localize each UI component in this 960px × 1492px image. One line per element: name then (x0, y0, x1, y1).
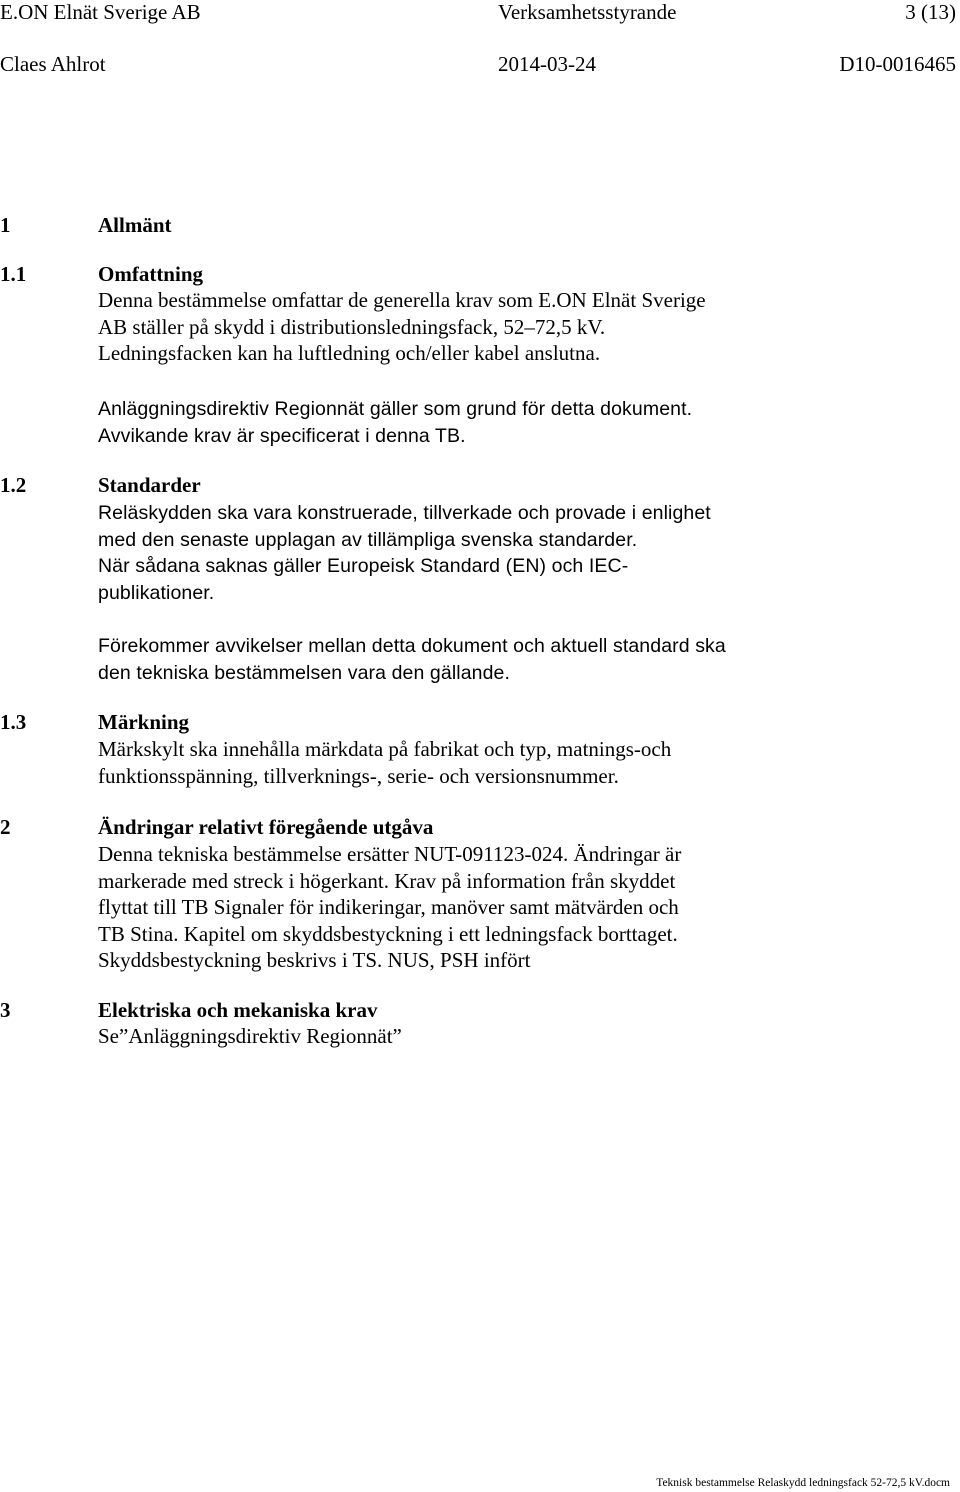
paragraph-line: AB ställer på skydd i distributionsledningsfack, 52–72,5 kV. (98, 314, 606, 339)
paragraph (98, 287, 706, 367)
paragraph-line: TB Stina. Kapitel om skyddsbestyckning i ett ledningsfack borttaget. (98, 921, 678, 946)
section-number: 2 (0, 815, 11, 839)
section-title: Standarder (98, 473, 201, 497)
paragraph (98, 633, 726, 686)
header-company: E.ON Elnät Sverige AB (0, 0, 201, 24)
paragraph-line: Reläskydden ska vara konstruerade, tillverkade och provade i enlighet (98, 502, 711, 524)
section-number: 1.3 (0, 710, 27, 734)
paragraph-line: Se”Anläggningsdirektiv Regionnät” (98, 1024, 402, 1048)
paragraph-line: Denna tekniska bestämmelse ersätter NUT-091123-024. Ändringar är (98, 842, 682, 866)
paragraph-line: funktionsspänning, tillverknings-, serie- och versionsnummer. (98, 763, 619, 788)
section-number: 1.1 (0, 262, 27, 286)
header-author: Claes Ahlrot (0, 52, 106, 76)
paragraph (98, 841, 681, 974)
paragraph-line: markerade med streck i högerkant. Krav på information från skyddet (98, 868, 676, 893)
section-number: 1 (0, 213, 11, 237)
paragraph-line: Anläggningsdirektiv Regionnät gäller som grund för detta dokument. (98, 398, 693, 420)
paragraph-line: Ledningsfacken kan ha luftledning och/eller kabel anslutna. (98, 341, 601, 365)
section-title: Ändringar relativt föregående utgåva (98, 815, 434, 839)
paragraph-line: När sådana saknas gäller Europeisk Standard (EN) och IEC- (98, 555, 629, 577)
paragraph-line: publikationer. (98, 581, 215, 604)
paragraph (98, 396, 692, 449)
paragraph-line: Förekommer avvikelser mellan detta dokument och aktuell standard ska (98, 635, 726, 657)
paragraph-line: flyttat till TB Signaler för indikeringar, manöver samt mätvärden och (98, 895, 679, 919)
header-date: 2014-03-24 (498, 52, 596, 76)
footer-filename: Teknisk bestammelse Relaskydd ledningsfack 52-72,5 kV.docm (656, 1477, 950, 1489)
section-title: Elektriska och mekaniska krav (98, 998, 378, 1022)
section-title: Märkning (98, 710, 190, 734)
paragraph (98, 736, 671, 789)
section-number: 3 (0, 998, 11, 1022)
paragraph-line: den tekniska bestämmelsen vara den gällande. (98, 661, 510, 684)
section-title: Omfattning (98, 262, 203, 286)
paragraph-line: Avvikande krav är specificerat i denna TB. (98, 424, 466, 447)
header-page-number: 3 (13) (905, 0, 956, 24)
paragraph (98, 500, 711, 606)
header-doc-id: D10-0016465 (839, 52, 956, 76)
paragraph-line: Märkskylt ska innehålla märkdata på fabrikat och typ, matnings-och (98, 737, 672, 761)
section-number: 1.2 (0, 473, 27, 497)
paragraph-line: Skyddsbestyckning beskrivs i TS. NUS, PSH infört (98, 948, 531, 972)
header-category: Verksamhetsstyrande (498, 0, 677, 24)
paragraph (98, 1023, 402, 1050)
paragraph-line: Denna bestämmelse omfattar de generella krav som E.ON Elnät Sverige (98, 288, 706, 312)
section-title: Allmänt (98, 213, 172, 237)
paragraph-line: med den senaste upplagan av tillämpliga svenska standarder. (98, 528, 638, 551)
